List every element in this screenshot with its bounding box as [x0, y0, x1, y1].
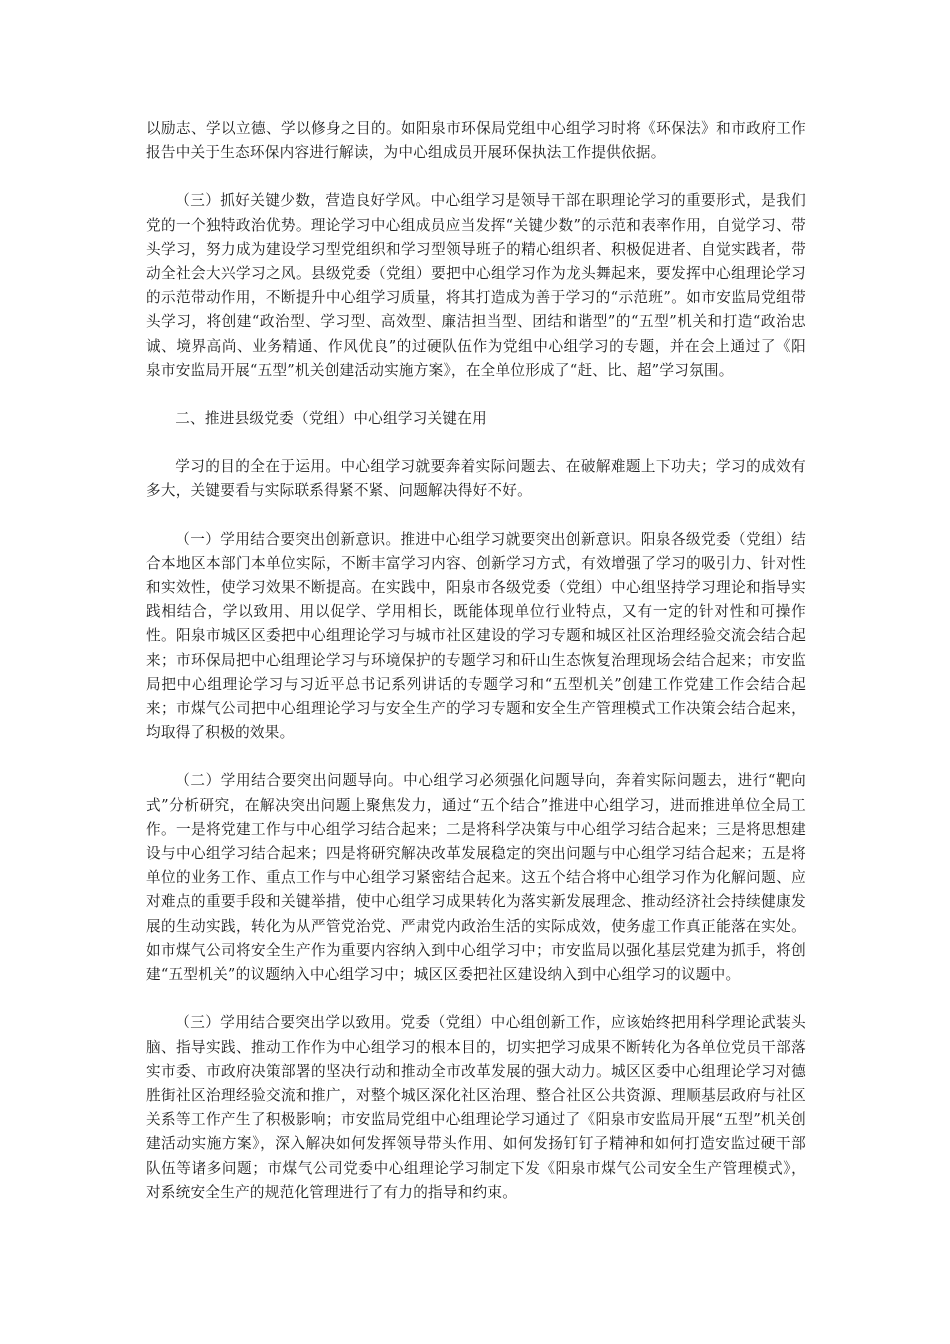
paragraph-subsection-2: （二）学用结合要突出问题导向。中心组学习必须强化问题导向，奔着实际问题去，进行“靶向式”分析研究，在解决突出问题上聚焦发力，通过“五个结合”推进中心组学习，进而推进单位全局工作。一是将党建工作与中心组学习结合起来；二是将科学决策与中心组学习结合起来；三是将思想建设与中心组学习结合起来；四是将研究解决改革发展稳定的突出问题与中心组学习结合起来；五是将单位的业务工作、重点工作与中心组学习紧密结合起来。这五个结合将中心组学习作为化解问题、应对难点的重要手段和关键举措，使中心组学习成果转化为落实新发展理念、推动经济社会持续健康发展的生动实践，转化为从严管党治党、严肃党内政治生活的实际成效，使务虚工作真正能落在实处。如市煤气公司将安全生产作为重要内容纳入到中心组学习中；市安监局以强化基层党建为抓手，将创建“五型机关”的议题纳入中心组学习中；城区区委把社区建设纳入到中心组学习的议题中。 — [146, 772, 806, 984]
paragraph-intro: 学习的目的全在于运用。中心组学习就要奔着实际问题去、在破解难题上下功夫；学习的成效有多大，关键要看与实际联系得紧不紧、问题解决得好不好。 — [146, 458, 806, 500]
paragraph-continuation: 以励志、学以立德、学以修身之目的。如阳泉市环保局党组中心组学习时将《环保法》和市政府工作报告中关于生态环保内容进行解读，为中心组成员开展环保执法工作提供依据。 — [146, 120, 806, 162]
section-heading-2: 二、推进县级党委（党组）中心组学习关键在用 — [175, 410, 487, 428]
paragraph-section-3: （三）抓好关键少数，营造良好学风。中心组学习是领导干部在职理论学习的重要形式，是我们党的一个独特政治优势。理论学习中心组成员应当发挥“关键少数”的示范和表率作用，自觉学习、带头学习，努力成为建设学习型党组织和学习型领导班子的精心组织者、积极促进者、自觉实践者，带动全社会大兴学习之风。县级党委（党组）要把中心组学习作为龙头舞起来，要发挥中心组理论学习的示范带动作用，不断提升中心组学习质量，将其打造成为善于学习的“示范班”。如市安监局党组带头学习，将创建“政治型、学习型、高效型、廉洁担当型、团结和谐型”的“五型”机关和打造“政治忠诚、境界高尚、业务精通、作风优良”的过硬队伍作为党组中心组学习的专题，并在会上通过了《阳泉市安监局开展“五型”机关创建活动实施方案》，在全单位形成了“赶、比、超”学习氛围。 — [146, 192, 806, 379]
paragraph-subsection-3: （三）学用结合要突出学以致用。党委（党组）中心组创新工作，应该始终把用科学理论武装头脑、指导实践、推动工作作为中心组学习的根本目的，切实把学习成果不断转化为各单位党员干部落实市委、市政府决策部署的坚决行动和推动全市改革发展的强大动力。城区区委中心组理论学习对德胜街社区治理经验交流和推广，对整个城区深化社区治理、整合社区公共资源、理顺基层政府与社区关系等工作产生了积极影响；市安监局党组中心组理论学习通过了《阳泉市安监局开展“五型”机关创建活动实施方案》，深入解决如何发挥领导带头作用、如何发扬钉钉子精神和如何打造安监过硬干部队伍等诸多问题；市煤气公司党委中心组理论学习制定下发《阳泉市煤气公司安全生产管理模式》，对系统安全生产的规范化管理进行了有力的指导和约束。 — [146, 1014, 806, 1201]
document-body — [146, 117, 806, 1229]
paragraph-subsection-1: （一）学用结合要突出创新意识。推进中心组学习就要突出创新意识。阳泉各级党委（党组）结合本地区本部门本单位实际，不断丰富学习内容、创新学习方式，有效增强了学习的吸引力、针对性和实效性，使学习效果不断提高。在实践中，阳泉市各级党委（党组）中心组坚持学习理论和指导实践相结合，学以致用、用以促学、学用相长，既能体现单位行业特点，又有一定的针对性和可操作性。阳泉市城区区委把中心组理论学习与城市社区建设的学习专题和城区社区治理经验交流会结合起来；市环保局把中心组理论学习与环境保护的专题学习和矸山生态恢复治理现场会结合起来；市安监局把中心组理论学习与习近平总书记系列讲话的专题学习和“五型机关”创建工作党建工作会结合起来；市煤气公司把中心组理论学习与安全生产的学习专题和安全生产管理模式工作决策会结合起来，均取得了积极的效果。 — [146, 530, 806, 742]
